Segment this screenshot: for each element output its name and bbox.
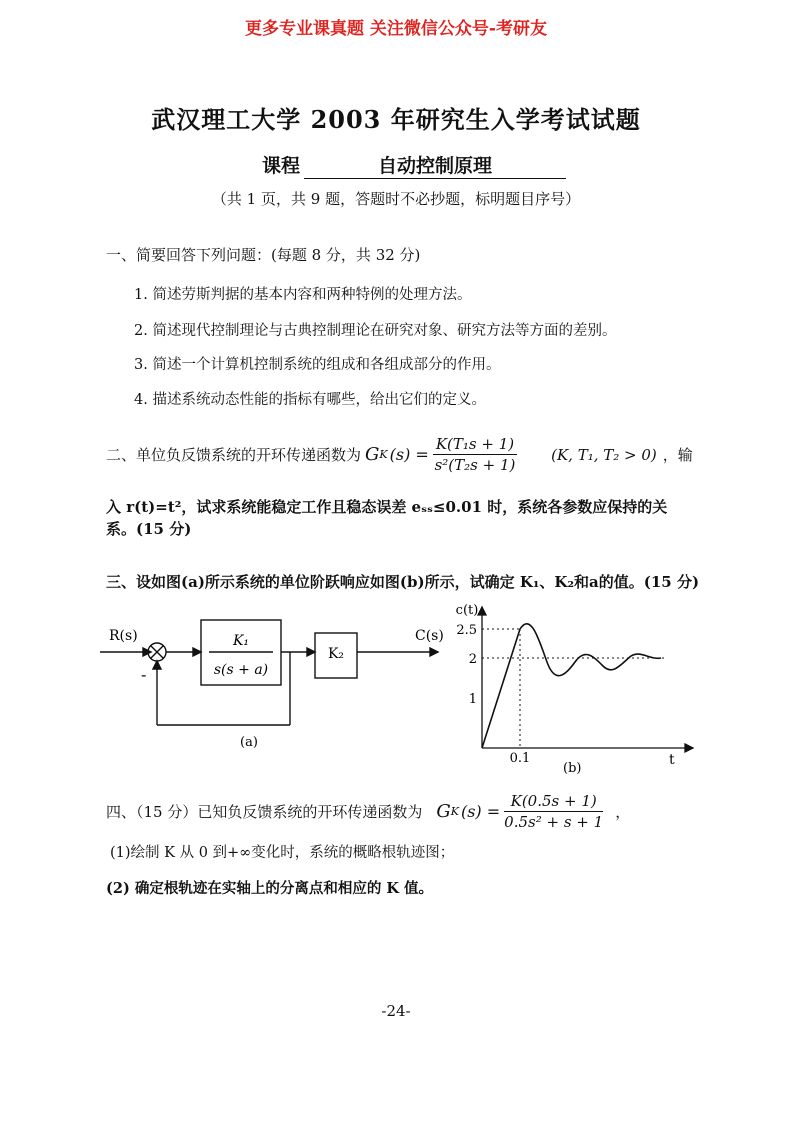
diagram-output-label: C(s) xyxy=(415,628,444,644)
plot-caption: (b) xyxy=(563,761,582,776)
section2-prefix: 二、单位负反馈系统的开环传递函数为 xyxy=(106,446,362,464)
section3-heading: 三、设如图(a)所示系统的单位阶跃响应如图(b)所示，试确定 K₁、K₂和a的值。(15 分) xyxy=(106,573,700,591)
exam-note: （共 1 页，共 9 题，答题时不必抄题，标明题目序号） xyxy=(211,190,581,208)
section4-gk-arg: (s) = xyxy=(460,802,501,821)
section2-gk: G xyxy=(365,444,380,465)
y-tick-1: 1 xyxy=(468,692,477,707)
section2-fraction xyxy=(433,435,517,474)
section4-numerator: K(0.5s + 1) xyxy=(504,792,603,812)
diagram-minus-sign: - xyxy=(141,665,147,684)
section1-item-2: 2. 简述现代控制理论与古典控制理论在研究对象、研究方法等方面的差别。 xyxy=(134,323,617,339)
section2-suffix: ，输 xyxy=(662,446,693,464)
section4-gk-sub: K xyxy=(450,805,459,818)
section2-gk-arg: (s) = xyxy=(389,445,429,464)
y-tick-2: 2 xyxy=(468,652,477,667)
section1-item-3: 3. 简述一个计算机控制系统的组成和各组成部分的作用。 xyxy=(134,357,501,373)
section1-item-4: 4. 描述系统动态性能的指标有哪些，给出它们的定义。 xyxy=(134,392,486,408)
x-tick-0-1: 0.1 xyxy=(509,751,531,766)
section4-suffix: ， xyxy=(615,803,631,821)
section3-figure xyxy=(95,600,695,785)
page-number: -24- xyxy=(381,1002,411,1020)
diagram-caption: (a) xyxy=(240,735,258,750)
plot-xlabel: t xyxy=(669,752,675,768)
section4-fraction xyxy=(504,792,603,831)
course-line xyxy=(262,151,566,179)
section2-gk-sub: K xyxy=(379,448,388,461)
block1-denominator: s(s + a) xyxy=(213,662,269,678)
section4-item-2: (2) 确定根轨迹在实轴上的分离点和相应的 K 值。 xyxy=(106,880,434,897)
page-title: 武汉理工大学 2003 年研究生入学考试试题 xyxy=(151,105,641,134)
section1-heading: 一、简要回答下列问题：(每题 8 分，共 32 分) xyxy=(106,246,421,264)
section4-denominator: 0.5s² + s + 1 xyxy=(504,813,604,831)
section1-item-1: 1. 简述劳斯判据的基本内容和两种特例的处理方法。 xyxy=(134,287,472,303)
section2-line1 xyxy=(106,435,693,474)
response-curve xyxy=(482,624,661,748)
section4-prefix: 四、（15 分）已知负反馈系统的开环传递函数为 xyxy=(106,803,423,821)
section4-gk: G xyxy=(436,801,451,822)
section2-numerator: K(T₁s + 1) xyxy=(433,435,517,455)
section2-line2: 入 r(t)=t²，试求系统能稳定工作且稳态误差 eₛₛ≤0.01 时，系统各参数应保持的关 xyxy=(106,498,668,516)
course-name: 自动控制原理 xyxy=(304,151,566,179)
promo-banner: 更多专业课真题 关注微信公众号-考研友 xyxy=(245,19,547,39)
diagram-input-label: R(s) xyxy=(109,628,138,644)
block2-label: K₂ xyxy=(327,646,345,662)
section4-item-1: (1)绘制 K 从 0 到+∞变化时，系统的概略根轨迹图； xyxy=(110,845,455,861)
block1-numerator: K₁ xyxy=(232,633,250,649)
y-tick-2-5: 2.5 xyxy=(456,623,477,638)
section2-line3: 系。(15 分) xyxy=(106,520,192,538)
section2-condition: (K, T₁, T₂ > 0) xyxy=(551,445,657,464)
plot-ylabel: c(t) xyxy=(455,603,479,618)
section4-line1 xyxy=(106,792,630,831)
course-label: 课程 xyxy=(262,155,301,177)
section2-denominator: s²(T₂s + 1) xyxy=(434,456,516,474)
